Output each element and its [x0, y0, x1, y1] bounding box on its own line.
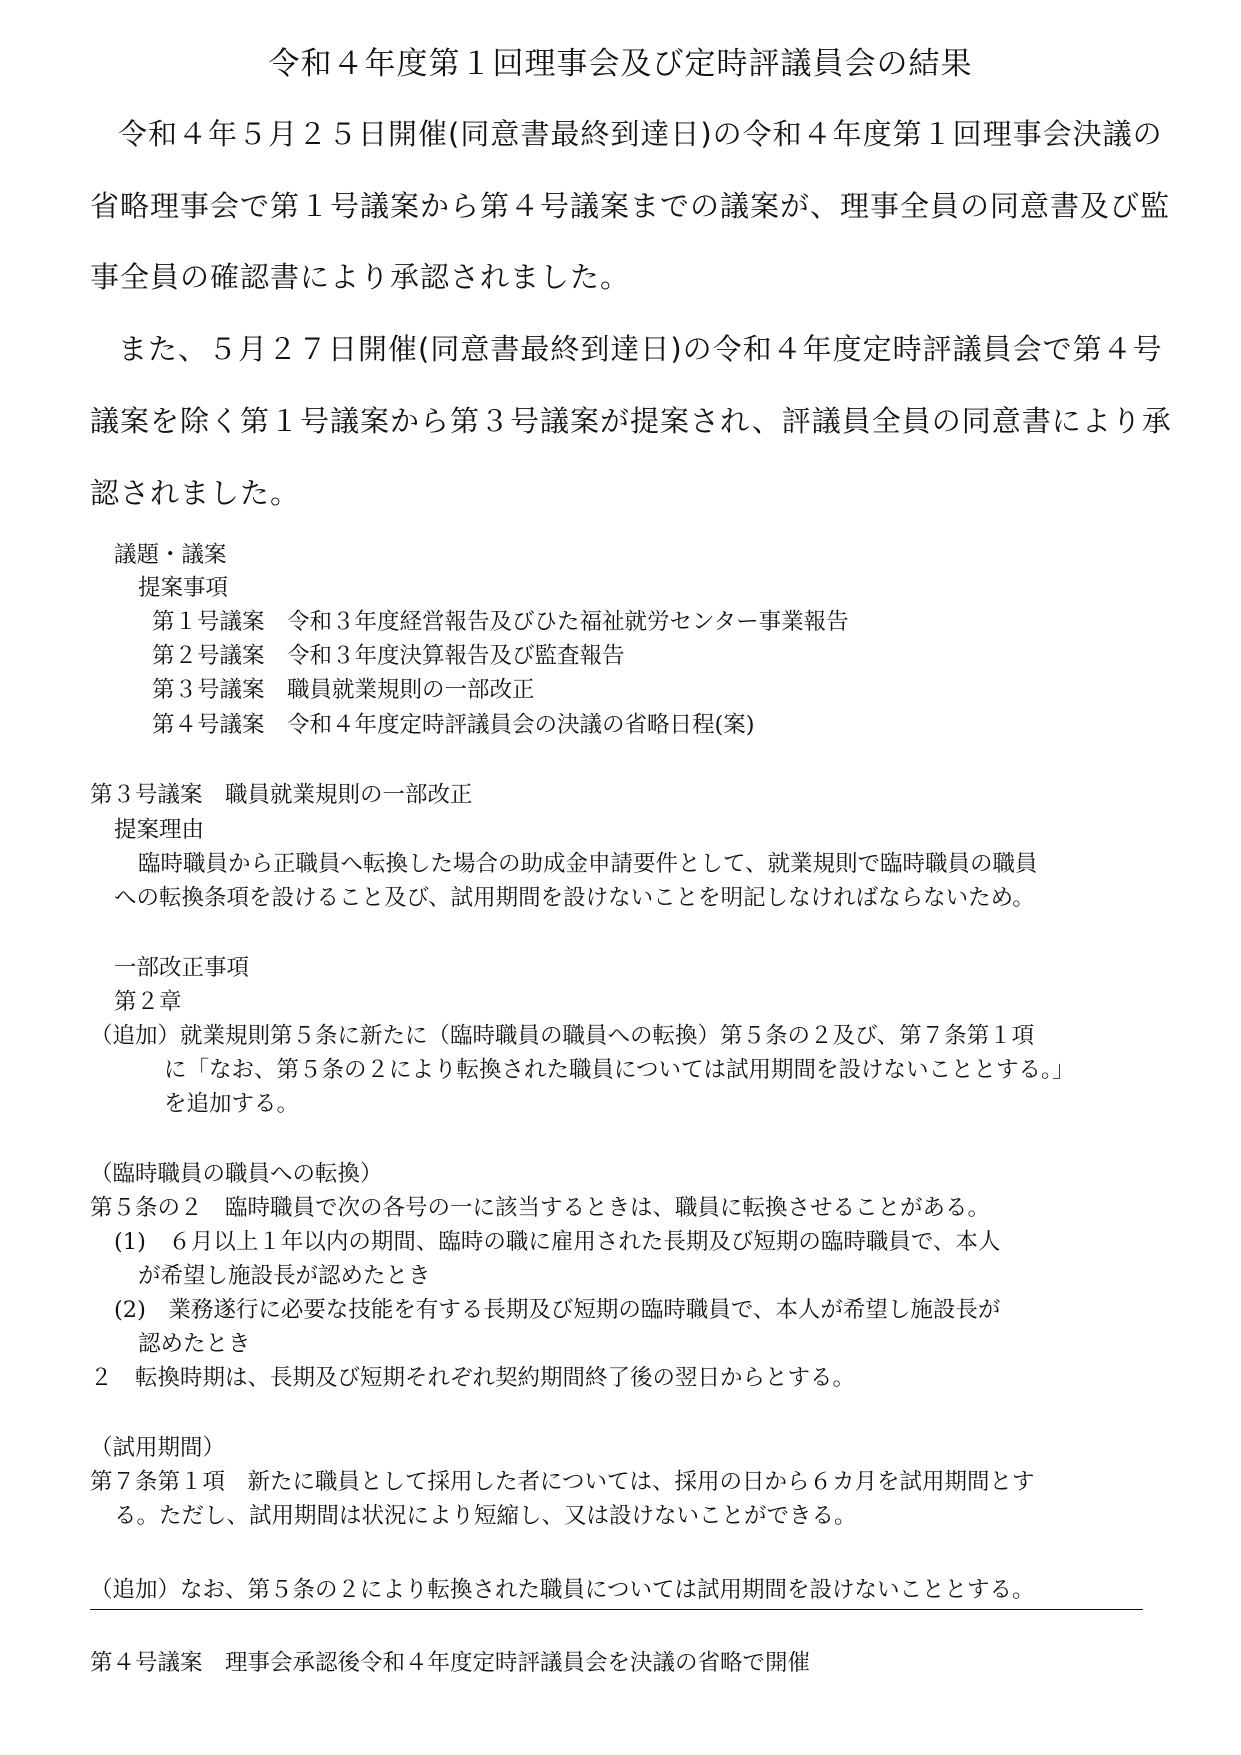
article5-2-line: が希望し施設長が認めたとき	[138, 1263, 431, 1289]
addition-line: に「なお、第５条の２により転換された職員については試用期間を設けないこととする。」	[164, 1057, 1075, 1083]
intro-line-5: 議案を除く第１号議案から第３号議案が提案され、評議員全員の同意書により承	[90, 404, 1172, 438]
agenda-heading: 議題・議案	[114, 542, 227, 568]
document-title: 令和４年度第１回理事会及び定時評議員会の結果	[268, 46, 973, 82]
intro-line-2: 省略理事会で第１号議案から第４号議案までの議案が、理事全員の同意書及び監	[90, 189, 1171, 223]
article5-2-line: (1) ６月以上１年以内の期間、臨時の職に雇用された長期及び短期の臨時職員で、本人	[114, 1229, 1001, 1255]
agenda-item: 第２号議案 令和３年度決算報告及び監査報告	[152, 643, 625, 669]
article5-2-line: 第５条の２ 臨時職員で次の各号の一に該当するときは、職員に転換させることがある。	[90, 1195, 991, 1221]
article7-line: る。ただし、試用期間は状況により短縮し、又は設けないことができる。	[114, 1503, 857, 1529]
agenda-item: 第１号議案 令和３年度経営報告及びひた福祉就労センター事業報告	[152, 609, 849, 635]
article7-line: 第７条第１項 新たに職員として採用した者については、採用の日から６カ月を試用期間とす	[90, 1469, 1035, 1495]
proposal3-reason-line: 臨時職員から正職員へ転換した場合の助成金申請要件として、就業規則で臨時職員の職員	[138, 851, 1038, 877]
agenda-item: 第４号議案 令和４年度定時評議員会の決議の省略日程(案)	[152, 712, 755, 738]
proposal3-reason-line: への転換条項を設けること及び、試用期間を設けないことを明記しなければならないため。	[114, 885, 1035, 911]
proposal4-line: 第４号議案 理事会承認後令和４年度定時評議員会を決議の省略で開催	[90, 1650, 811, 1676]
article7-caption: （試用期間）	[90, 1435, 226, 1461]
addition-underline	[90, 1609, 1143, 1610]
intro-line-1: 令和４年５月２５日開催(同意書最終到達日)の令和４年度第１回理事会決議の	[118, 117, 1163, 151]
article5-2-line: ２ 転換時期は、長期及び短期それぞれ契約期間終了後の翌日からとする。	[90, 1365, 856, 1391]
article5-2-caption: （臨時職員の職員への転換）	[90, 1161, 383, 1187]
article7-addition-line: （追加）なお、第５条の２により転換された職員については試用期間を設けないこととする。	[90, 1577, 1035, 1603]
proposal3-reason-heading: 提案理由	[114, 817, 205, 843]
amend-heading: 一部改正事項	[114, 955, 250, 981]
chapter-label: 第２章	[114, 989, 182, 1015]
article5-2-line: 認めたとき	[138, 1331, 251, 1357]
proposal3-title: 第３号議案 職員就業規則の一部改正	[90, 782, 473, 808]
addition-line: を追加する。	[164, 1091, 300, 1117]
intro-line-3: 事全員の確認書により承認されました。	[90, 260, 631, 294]
agenda-subheading: 提案事項	[138, 575, 229, 601]
intro-line-6: 認されました。	[90, 476, 301, 510]
agenda-item: 第３号議案 職員就業規則の一部改正	[152, 677, 535, 703]
intro-line-4: また、５月２７日開催(同意書最終到達日)の令和４年度定時評議員会で第４号	[118, 332, 1163, 366]
article5-2-line: (2) 業務遂行に必要な技能を有する長期及び短期の臨時職員で、本人が希望し施設長が	[114, 1297, 1001, 1323]
addition-line: （追加）就業規則第５条に新たに（臨時職員の職員への転換）第５条の２及び、第７条第１項	[90, 1023, 1035, 1049]
